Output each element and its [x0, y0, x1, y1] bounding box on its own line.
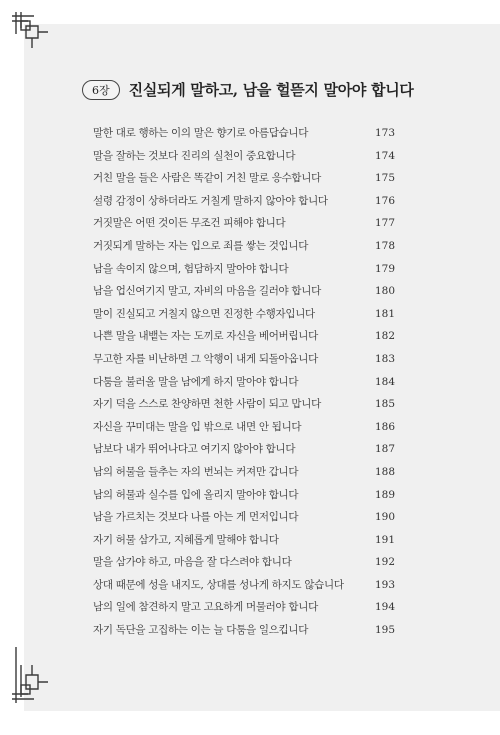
toc-entry-title: 자신을 꾸미대는 말을 입 밖으로 내면 안 됩니다: [93, 420, 302, 433]
toc-entry: [0, 529, 500, 552]
toc-entry-page-number: 191: [374, 533, 395, 546]
chapter-title: 진실되게 말하고, 남을 헐뜯지 말아야 합니다: [128, 81, 414, 99]
toc-entry-title: 말이 진실되고 거칠지 않으면 진정한 수행자입니다: [93, 307, 315, 320]
toc-entry: [0, 416, 500, 439]
toc-entry-page-number: 181: [374, 307, 395, 320]
toc-entry-title: 남을 속이지 않으며, 험담하지 말아야 합니다: [93, 262, 289, 275]
chapter-heading: [82, 79, 414, 100]
toc-entry-title: 다툼을 불러올 말을 남에게 하지 말아야 합니다: [93, 375, 299, 388]
toc-entry: [0, 484, 500, 507]
toc-entry-title: 자기 독단을 고집하는 이는 늘 다툼을 일으킵니다: [93, 624, 309, 637]
corner-ornament-top-left-icon: [10, 10, 50, 50]
toc-entry: [0, 235, 500, 258]
toc-entry-page-number: 175: [374, 172, 395, 185]
toc-entry-page-number: 193: [374, 578, 395, 591]
toc-entry-title: 무고한 자를 비난하면 그 악행이 내게 되돌아옵니다: [93, 352, 318, 365]
toc-entry: [0, 551, 500, 574]
toc-entry-page-number: 186: [374, 420, 395, 433]
toc-entry-title: 남의 허물을 들추는 자의 번뇌는 커져만 갑니다: [93, 465, 299, 478]
toc-entry-page-number: 180: [374, 285, 395, 298]
toc-entry-title: 거짓말은 어떤 것이든 무조건 피해야 합니다: [93, 217, 286, 230]
toc-entry-page-number: 173: [374, 127, 395, 139]
toc-entry: [0, 348, 500, 371]
toc-entry-title: 남의 허물과 실수를 입에 올리지 말아야 합니다: [93, 488, 299, 501]
toc-entry-page-number: 178: [374, 239, 395, 252]
toc-entry-title: 남보다 내가 뛰어나다고 여기지 않아야 합니다: [93, 443, 296, 456]
toc-entry: [0, 461, 500, 484]
toc-entry: [0, 325, 500, 348]
toc-entry: [0, 145, 500, 168]
toc-entry-page-number: 176: [374, 194, 395, 207]
toc-entry: [0, 596, 500, 619]
toc-entry-page-number: 194: [374, 601, 395, 614]
toc-entry-title: 설령 감정이 상하더라도 거칠게 말하지 않아야 합니다: [93, 194, 328, 207]
toc-entry: [0, 303, 500, 326]
toc-entry-page-number: 185: [374, 398, 395, 411]
toc-entry: [0, 393, 500, 416]
toc-entry-page-number: 189: [374, 488, 395, 501]
toc-entry-title: 거짓되게 말하는 자는 입으로 죄를 쌓는 것입니다: [93, 239, 309, 252]
toc-entry-page-number: 174: [374, 149, 395, 162]
toc-entry-page-number: 183: [374, 352, 395, 365]
toc-entry: [0, 619, 500, 642]
toc-entry-title: 말을 삼가야 하고, 마음을 잘 다스려야 합니다: [93, 556, 292, 569]
toc-entry-page-number: 195: [374, 624, 395, 637]
toc-entry-title: 자기 허물 삼가고, 지혜롭게 말해야 합니다: [93, 533, 279, 546]
toc-entry-page-number: 177: [374, 217, 395, 230]
toc-entry: [0, 122, 500, 145]
toc-entry-title: 나쁜 말을 내뱉는 자는 도끼로 자신을 베어버립니다: [93, 330, 318, 343]
toc-entry: [0, 212, 500, 235]
toc-entry-page-number: 190: [374, 511, 395, 524]
toc-entry-page-number: 184: [374, 375, 395, 388]
toc-entry: [0, 506, 500, 529]
toc-entry-title: 말을 잘하는 것보다 진리의 실천이 중요합니다: [93, 149, 296, 162]
toc-entry-page-number: 187: [374, 443, 395, 456]
toc-entry-title: 거친 말을 들은 사람은 똑같이 거친 말로 응수합니다: [93, 172, 321, 185]
toc-entry-title: 남을 업신여기지 말고, 자비의 마음을 길러야 합니다: [93, 285, 321, 298]
toc-entry-page-number: 179: [374, 262, 395, 275]
corner-ornament-bottom-left-icon: [10, 645, 50, 705]
toc-entry-title: 말한 대로 행하는 이의 말은 향기로 아름답습니다: [93, 127, 309, 139]
chapter-badge: 6장: [82, 80, 120, 100]
table-of-contents: [0, 122, 500, 642]
toc-entry-page-number: 192: [374, 556, 395, 569]
toc-entry: [0, 574, 500, 597]
toc-entry-title: 자기 덕을 스스로 찬양하면 천한 사람이 되고 맙니다: [93, 398, 321, 411]
toc-entry: [0, 167, 500, 190]
toc-entry: [0, 280, 500, 303]
toc-entry: [0, 190, 500, 213]
toc-entry: [0, 438, 500, 461]
toc-entry-title: 상대 때문에 성을 내지도, 상대를 성나게 하지도 않습니다: [93, 578, 344, 591]
toc-entry-page-number: 182: [374, 330, 395, 343]
toc-entry: [0, 258, 500, 281]
toc-entry-title: 남을 가르치는 것보다 나를 아는 게 먼저입니다: [93, 511, 299, 524]
toc-entry: [0, 371, 500, 394]
toc-entry-page-number: 188: [374, 465, 395, 478]
toc-entry-title: 남의 일에 참견하지 말고 고요하게 머물러야 합니다: [93, 601, 318, 614]
